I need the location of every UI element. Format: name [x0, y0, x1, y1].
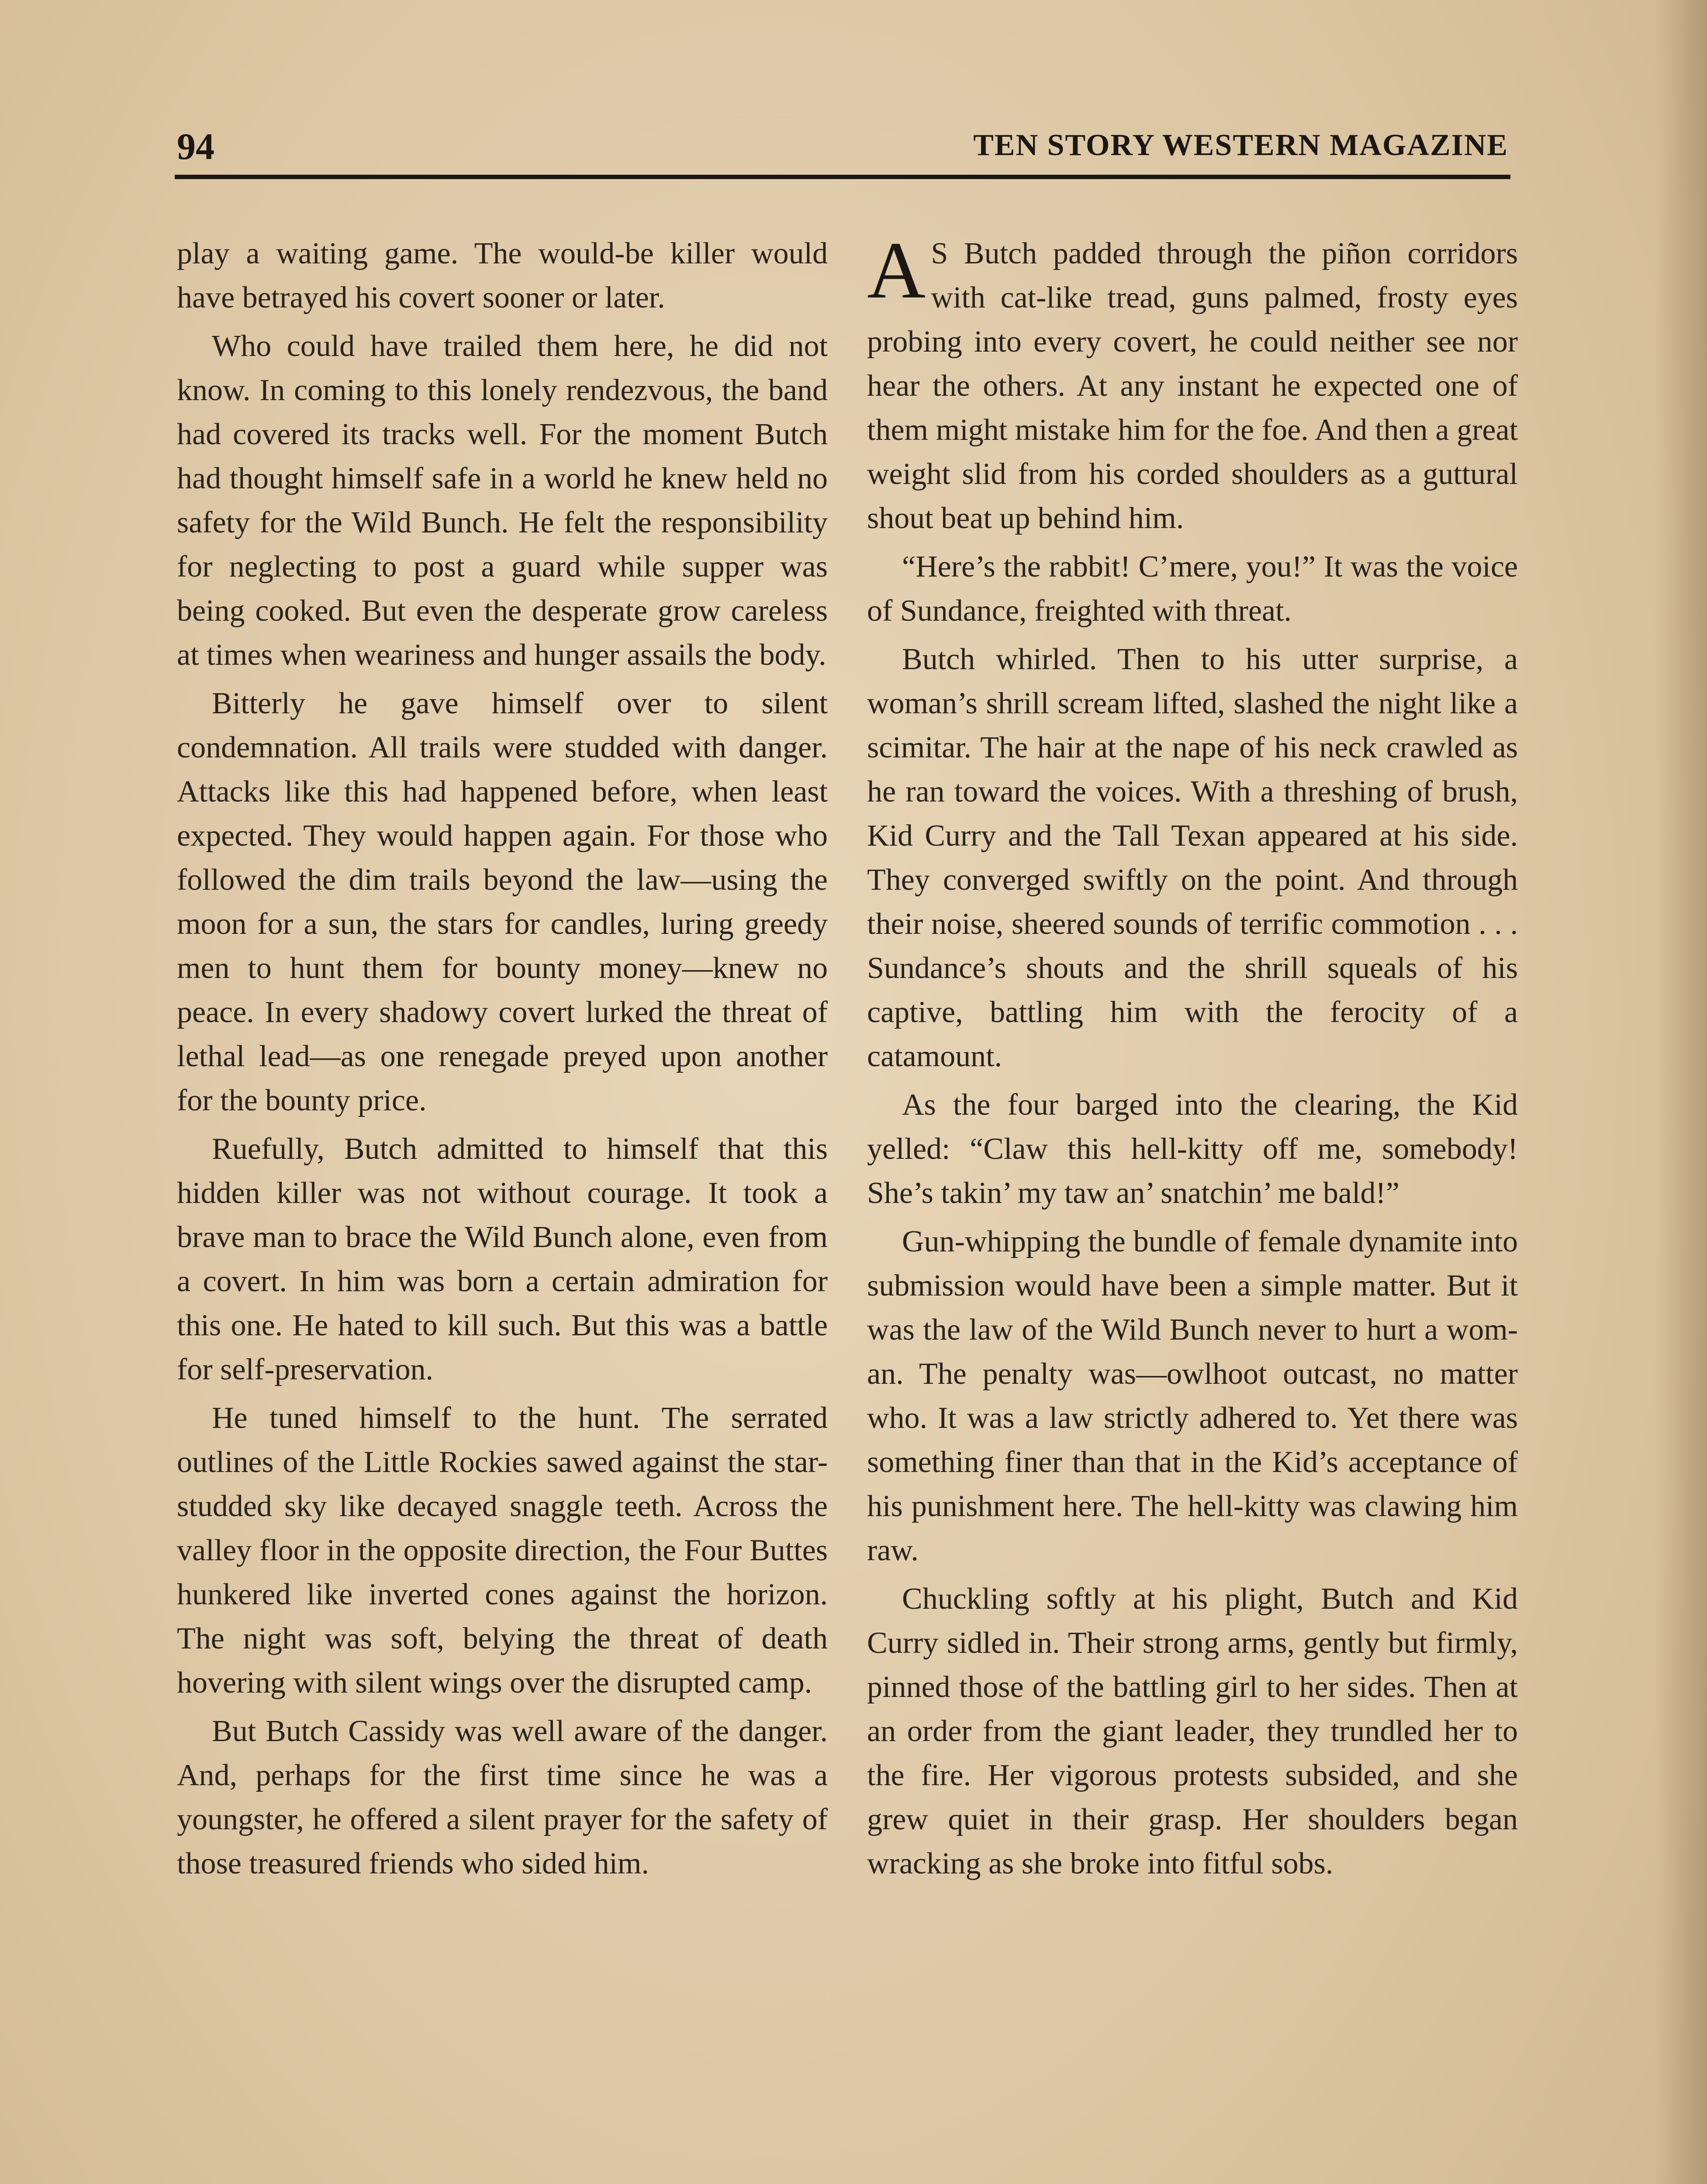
paragraph: Ruefully, Butch admitted to himself that this hidden killer was not without courage. It took a brave man to brace the Wild Bunch alone, even from a covert. In him was born a certain admiration for this one. He hated to kill such. But this was a battle for self-preservation.	[177, 1132, 828, 1386]
page-header	[177, 124, 1508, 177]
left-text-column	[177, 232, 828, 2184]
header-rule	[175, 175, 1510, 179]
page-edge-shadow	[1655, 0, 1707, 2184]
right-text-column	[867, 232, 1518, 2184]
paragraph: Butch whirled. Then to his utter surprise, a woman’s shrill scream lifted, slashed the night like a scimitar. The hair at the nape of his neck crawled as he ran toward the voices. With a threshing of brush, Kid Curry and the Tall Texan appeared at his side. They converged swiftly on the point. And through their noise, sheered sounds of terrific commotion . . . Sundance’s shouts and the shrill squeals of his captive, battling him with the ferocity of a catamount.	[867, 643, 1518, 1073]
paragraph: But Butch Cassidy was well aware of the danger. And, perhaps for the first time since he was a youngster, he offered a silent prayer for the safety of those treasured friends who sided him.	[177, 1714, 828, 1880]
opening-paragraph	[867, 232, 1518, 540]
paragraph: Bitterly he gave himself over to silent condemnation. All trails were studded with danger. Attacks like this had happened before, when least expected. They would happen again. For those who followed the dim trails beyond the law—using the moon for a sun, the stars for candles, luring greedy men to hunt them for bounty money—knew no peace. In every shadowy covert lurked the threat of lethal lead—as one renegade preyed upon another for the bounty price.	[177, 687, 828, 1117]
paragraph: He tuned himself to the hunt. The serrated outlines of the Little Rockies sawed against the star-studded sky like decayed snaggle teeth. Across the valley floor in the opposite direction, the Four Buttes hunkered like inverted cones against the horizon. The night was soft, belying the threat of death hovering with silent wings over the disrupted camp.	[177, 1401, 828, 1700]
paragraph: Who could have trailed them here, he did not know. In coming to this lonely rendezvous, the band had covered its tracks well. For the moment Butch had thought himself safe in a world he knew held no safety for the Wild Bunch. He felt the responsibility for neglecting to post a guard while supper was being cooked. But even the desperate grow careless at times when weariness and hunger assails the body.	[177, 329, 828, 672]
paragraph: play a waiting game. The would-be killer would have betrayed his covert sooner or later.	[177, 237, 828, 314]
magazine-title: TEN STORY WESTERN MAGAZINE	[973, 128, 1508, 162]
paragraph: As the four barged into the clearing, the Kid yelled: “Claw this hell-kitty off me, somebody! She’s takin’ my taw an’ snatchin’ me bald!”	[867, 1088, 1518, 1210]
opening-paragraph-text: S Butch padded through the piñon corridors with cat-like tread, guns palmed, frosty eyes probing into every covert, he could neither see nor hear the others. At any instant he expected one of them might mistake him for the foe. And then a great weight slid from his corded shoulders as a guttural shout beat up behind him.	[867, 237, 1518, 535]
paragraph: Chuckling softly at his plight, Butch and Kid Curry sidled in. Their strong arms, gently but firmly, pinned those of the battling girl to her sides. Then at an order from the giant leader, they trundled her to the fire. Her vigorous protests subsided, and she grew quiet in their grasp. Her shoulders began wracking as she broke into fitful sobs.	[867, 1582, 1518, 1880]
paragraph: Gun-whipping the bundle of female dynamite into submission would have been a simple matter. But it was the law of the Wild Bunch never to hurt a woman. The penalty was—owlhoot outcast, no matter who. It was a law strictly adhered to. Yet there was something finer than that in the Kid’s acceptance of his punishment here. The hell-kitty was clawing him raw.	[867, 1225, 1518, 1567]
drop-cap: A	[867, 232, 926, 315]
paragraph: “Here’s the rabbit! C’mere, you!” It was the voice of Sundance, freighted with threat.	[867, 550, 1518, 628]
page-number: 94	[177, 125, 214, 167]
